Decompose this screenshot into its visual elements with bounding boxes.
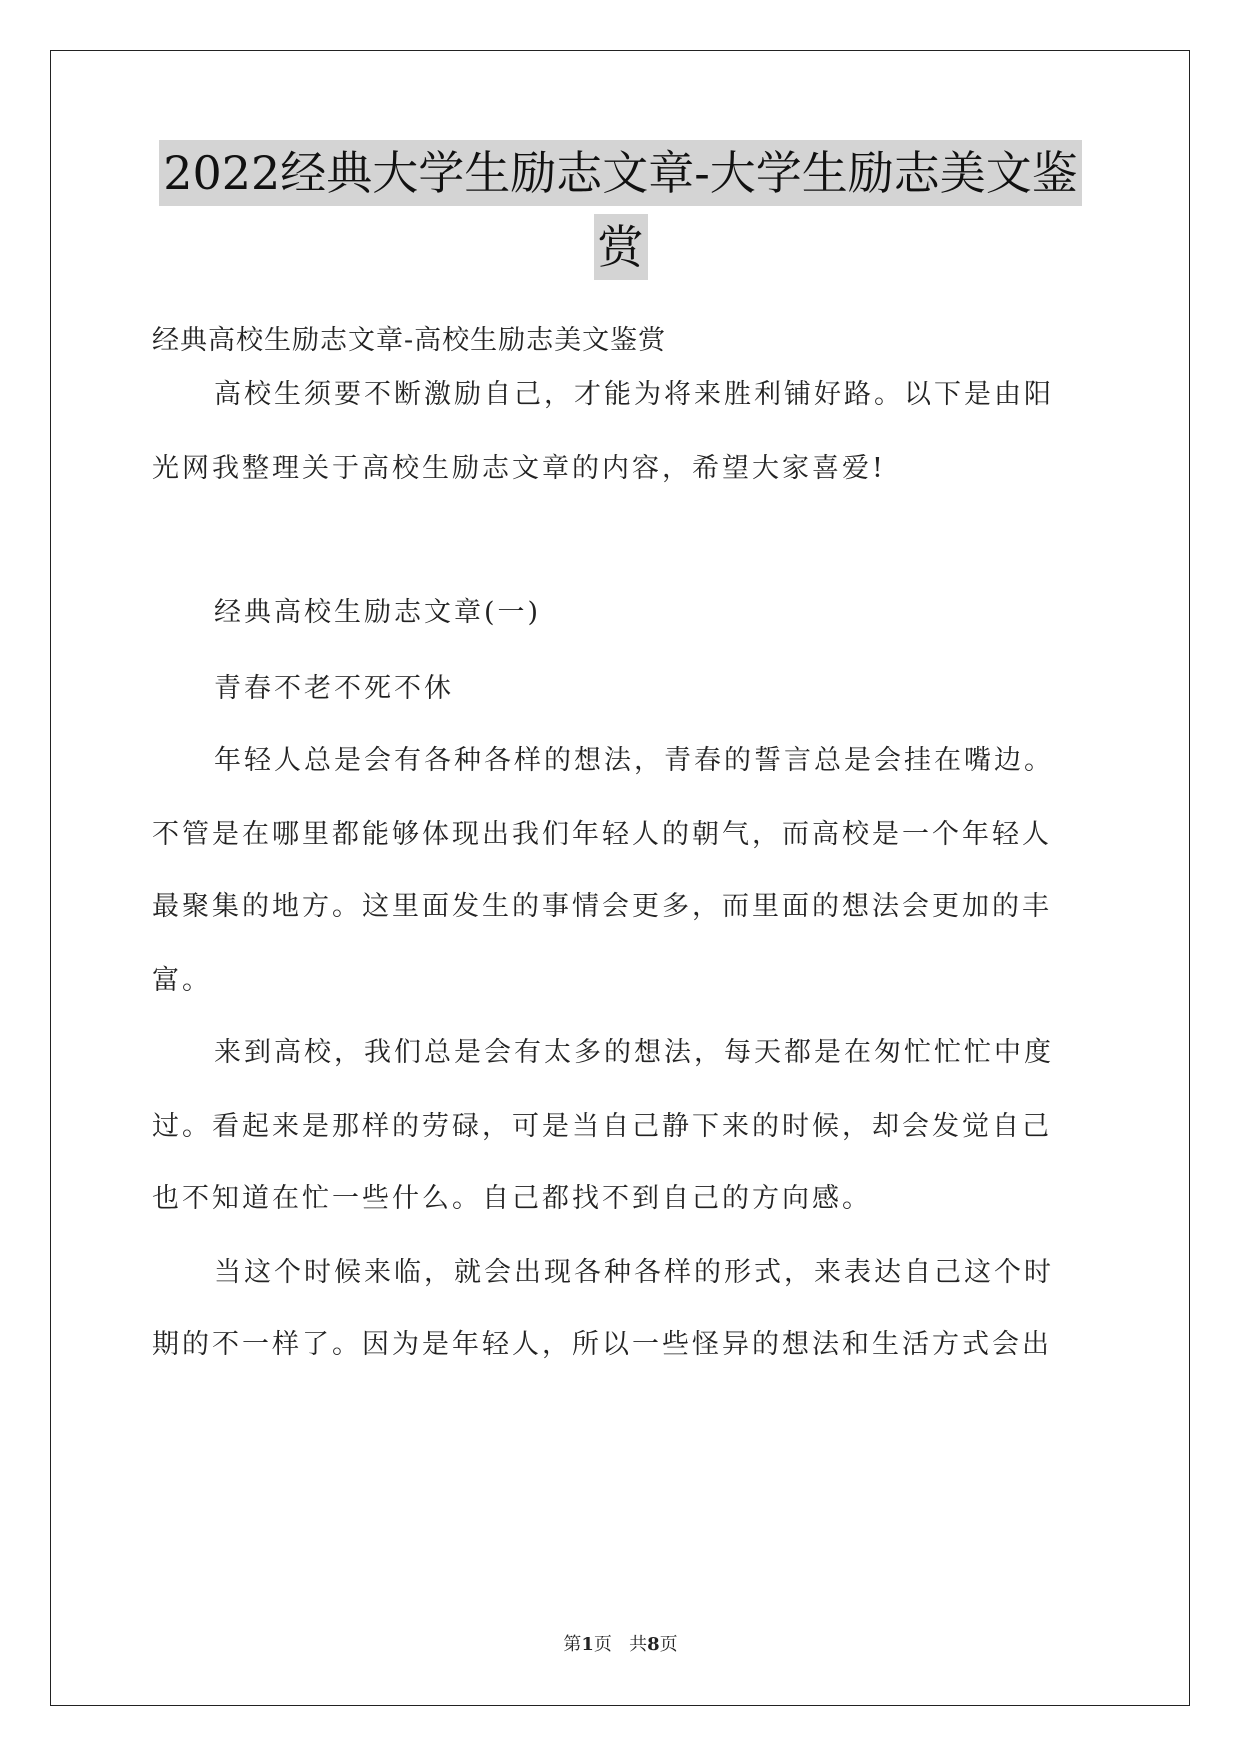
section-heading: 经典高校生励志文章(一) — [214, 597, 542, 628]
footer-total-prefix: 共 — [629, 1634, 648, 1655]
text-line: 期的不一样了。因为是年轻人，所以一些怪异的想法和生活方式会出 — [152, 1329, 1052, 1360]
subtitle: 经典高校生励志文章-高校生励志美文鉴赏 — [152, 325, 667, 356]
title-line-2: 赏 — [594, 214, 648, 280]
footer-total-suffix: 页 — [659, 1634, 678, 1655]
text-line: 当这个时候来临，就会出现各种各样的形式，来表达自己这个时 — [214, 1257, 1054, 1288]
page-footer — [0, 1630, 1241, 1656]
page-number: 1 — [581, 1634, 594, 1655]
text-line: 也不知道在忙一些什么。自己都找不到自己的方向感。 — [152, 1183, 872, 1214]
total-pages: 8 — [647, 1634, 660, 1655]
text-line: 高校生须要不断激励自己，才能为将来胜利铺好路。以下是由阳 — [214, 379, 1054, 410]
text-line: 来到高校，我们总是会有太多的想法，每天都是在匆忙忙忙中度 — [214, 1037, 1054, 1068]
article-title: 青春不老不死不休 — [214, 673, 454, 704]
text-line: 最聚集的地方。这里面发生的事情会更多，而里面的想法会更加的丰 — [152, 891, 1052, 922]
document-title — [0, 140, 1241, 288]
page-border — [50, 50, 1190, 1706]
title-line-1: 2022经典大学生励志文章-大学生励志美文鉴 — [159, 140, 1082, 206]
text-line: 年轻人总是会有各种各样的想法，青春的誓言总是会挂在嘴边。 — [214, 745, 1054, 776]
text-line: 不管是在哪里都能够体现出我们年轻人的朝气，而高校是一个年轻人 — [152, 819, 1052, 850]
text-line: 光网我整理关于高校生励志文章的内容，希望大家喜爱! — [152, 453, 886, 484]
text-line: 过。看起来是那样的劳碌，可是当自己静下来的时候，却会发觉自己 — [152, 1111, 1052, 1142]
text-line: 富。 — [152, 965, 212, 996]
footer-prefix: 第 — [563, 1634, 582, 1655]
footer-page-suffix: 页 — [593, 1634, 612, 1655]
